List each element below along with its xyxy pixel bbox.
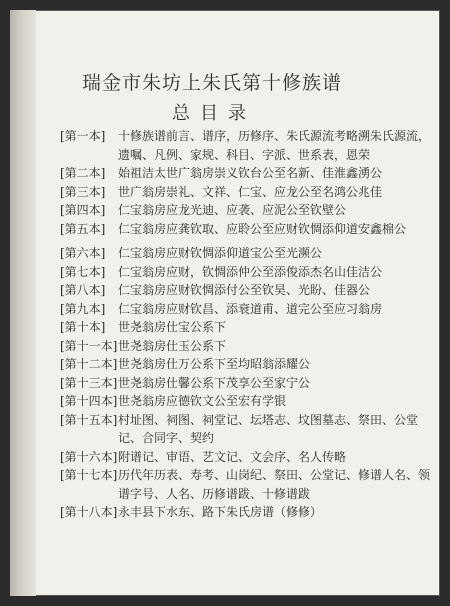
toc-entry [60, 263, 432, 282]
toc-entry [60, 318, 432, 337]
volume-contents: 世尧翁房仕万公系下至均昭翁添耀公 [118, 357, 311, 371]
volume-contents: 仁宝翁房应龙光迪、应袭、应泥公至钦壁公 [118, 203, 347, 217]
volume-label: [第八本] [60, 283, 106, 297]
volume-label: [第三本] [60, 184, 106, 199]
toc-entry [60, 355, 432, 374]
volume-label: [第十三本] [60, 375, 118, 390]
volume-label: [第十四本] [60, 394, 118, 408]
toc-entry [60, 411, 432, 448]
volume-contents: 仁宝翁房应财钦惆添仰道宝公至光濒公 [118, 246, 323, 260]
volume-contents: 世尧翁房仕馨公系下茂享公至家宁公 [118, 375, 311, 390]
toc-entry [60, 392, 432, 411]
volume-contents: 附谱记、审语、艺文记、文会序、名人传略 [118, 449, 347, 464]
volume-contents: 仁宝翁房应龚钦取、应聆公至应财钦惆添仰道安鑫棉公 [118, 221, 407, 236]
toc-entry [60, 337, 432, 356]
volume-contents: 永丰县下水东、路下朱氏房谱（修修） [118, 505, 323, 519]
toc-entry [60, 448, 432, 467]
volume-contents: 世尧翁房应德钦文公至宏有学银 [118, 394, 287, 408]
volume-label: [第二本] [60, 166, 106, 180]
page-subtitle: 总目录 [172, 103, 256, 124]
toc-entry [60, 127, 432, 164]
volume-label: [第十五本] [60, 412, 118, 427]
volume-contents: 历代年历表、寿考、山岗纪、祭田、公堂记、修谱人名、领谱字号、人名、历修谱跋、十修谱跋 [118, 468, 431, 501]
volume-contents: 仁宝翁房应财，钦惆添仲公至添俊添杰名山佳洁公 [118, 264, 383, 279]
volume-contents: 村址图、祠图、祠堂记、坛塔志、坟图墓志、祭田、公堂记、合同字、契约 [118, 412, 419, 445]
volume-label: [第十六本] [60, 449, 118, 464]
volume-label: [第五本] [60, 221, 106, 236]
toc-entry [60, 201, 432, 220]
volume-label: [第十本] [60, 320, 106, 334]
toc-entry [60, 466, 432, 503]
page-binding-strip [10, 10, 36, 596]
toc-entry [60, 164, 432, 183]
toc-entry [60, 244, 432, 263]
volume-label: [第十八本] [60, 505, 118, 519]
page-title: 瑞金市朱坊上朱氏第十修族谱 [82, 72, 343, 94]
document-page [10, 10, 440, 596]
volume-contents: 十修族谱前言、谱序，历修序、朱氏源流考略溯朱氏源流，遗嘱、凡例、家规、科目、字派、世系表，恩荣 [118, 129, 431, 162]
volume-label: [第九本] [60, 301, 106, 316]
volume-contents: 仁宝翁房应财钦昌、添衰道甫、道完公至应习翁房 [118, 301, 383, 316]
toc-entry [60, 220, 432, 239]
volume-label: [第十二本] [60, 357, 118, 371]
volume-label: [第十七本] [60, 468, 118, 482]
volume-label: [第一本] [60, 129, 106, 143]
volume-contents: 始祖洁太世广翁房崇义钦台公至名新、佳淮鑫湧公 [118, 166, 383, 180]
toc-entry [60, 281, 432, 300]
toc-entry [60, 374, 432, 393]
toc-entry [60, 183, 432, 202]
table-of-contents [60, 127, 432, 522]
volume-label: [第六本] [60, 246, 106, 260]
volume-label: [第七本] [60, 264, 106, 279]
volume-contents: 仁宝翁房应财钦惆添付公至钦昊、光盼、佳器公 [118, 283, 371, 297]
volume-contents: 世尧翁房仕玉公系下 [118, 338, 227, 353]
volume-contents: 世广翁房崇礼、文祥、仁宝、应龙公至名鸿公兆佳 [118, 184, 383, 199]
volume-label: [第四本] [60, 203, 106, 217]
volume-contents: 世尧翁房仕宝公系下 [118, 320, 227, 334]
volume-label: [第十一本] [60, 338, 118, 353]
toc-entry [60, 300, 432, 319]
toc-entry [60, 503, 432, 522]
